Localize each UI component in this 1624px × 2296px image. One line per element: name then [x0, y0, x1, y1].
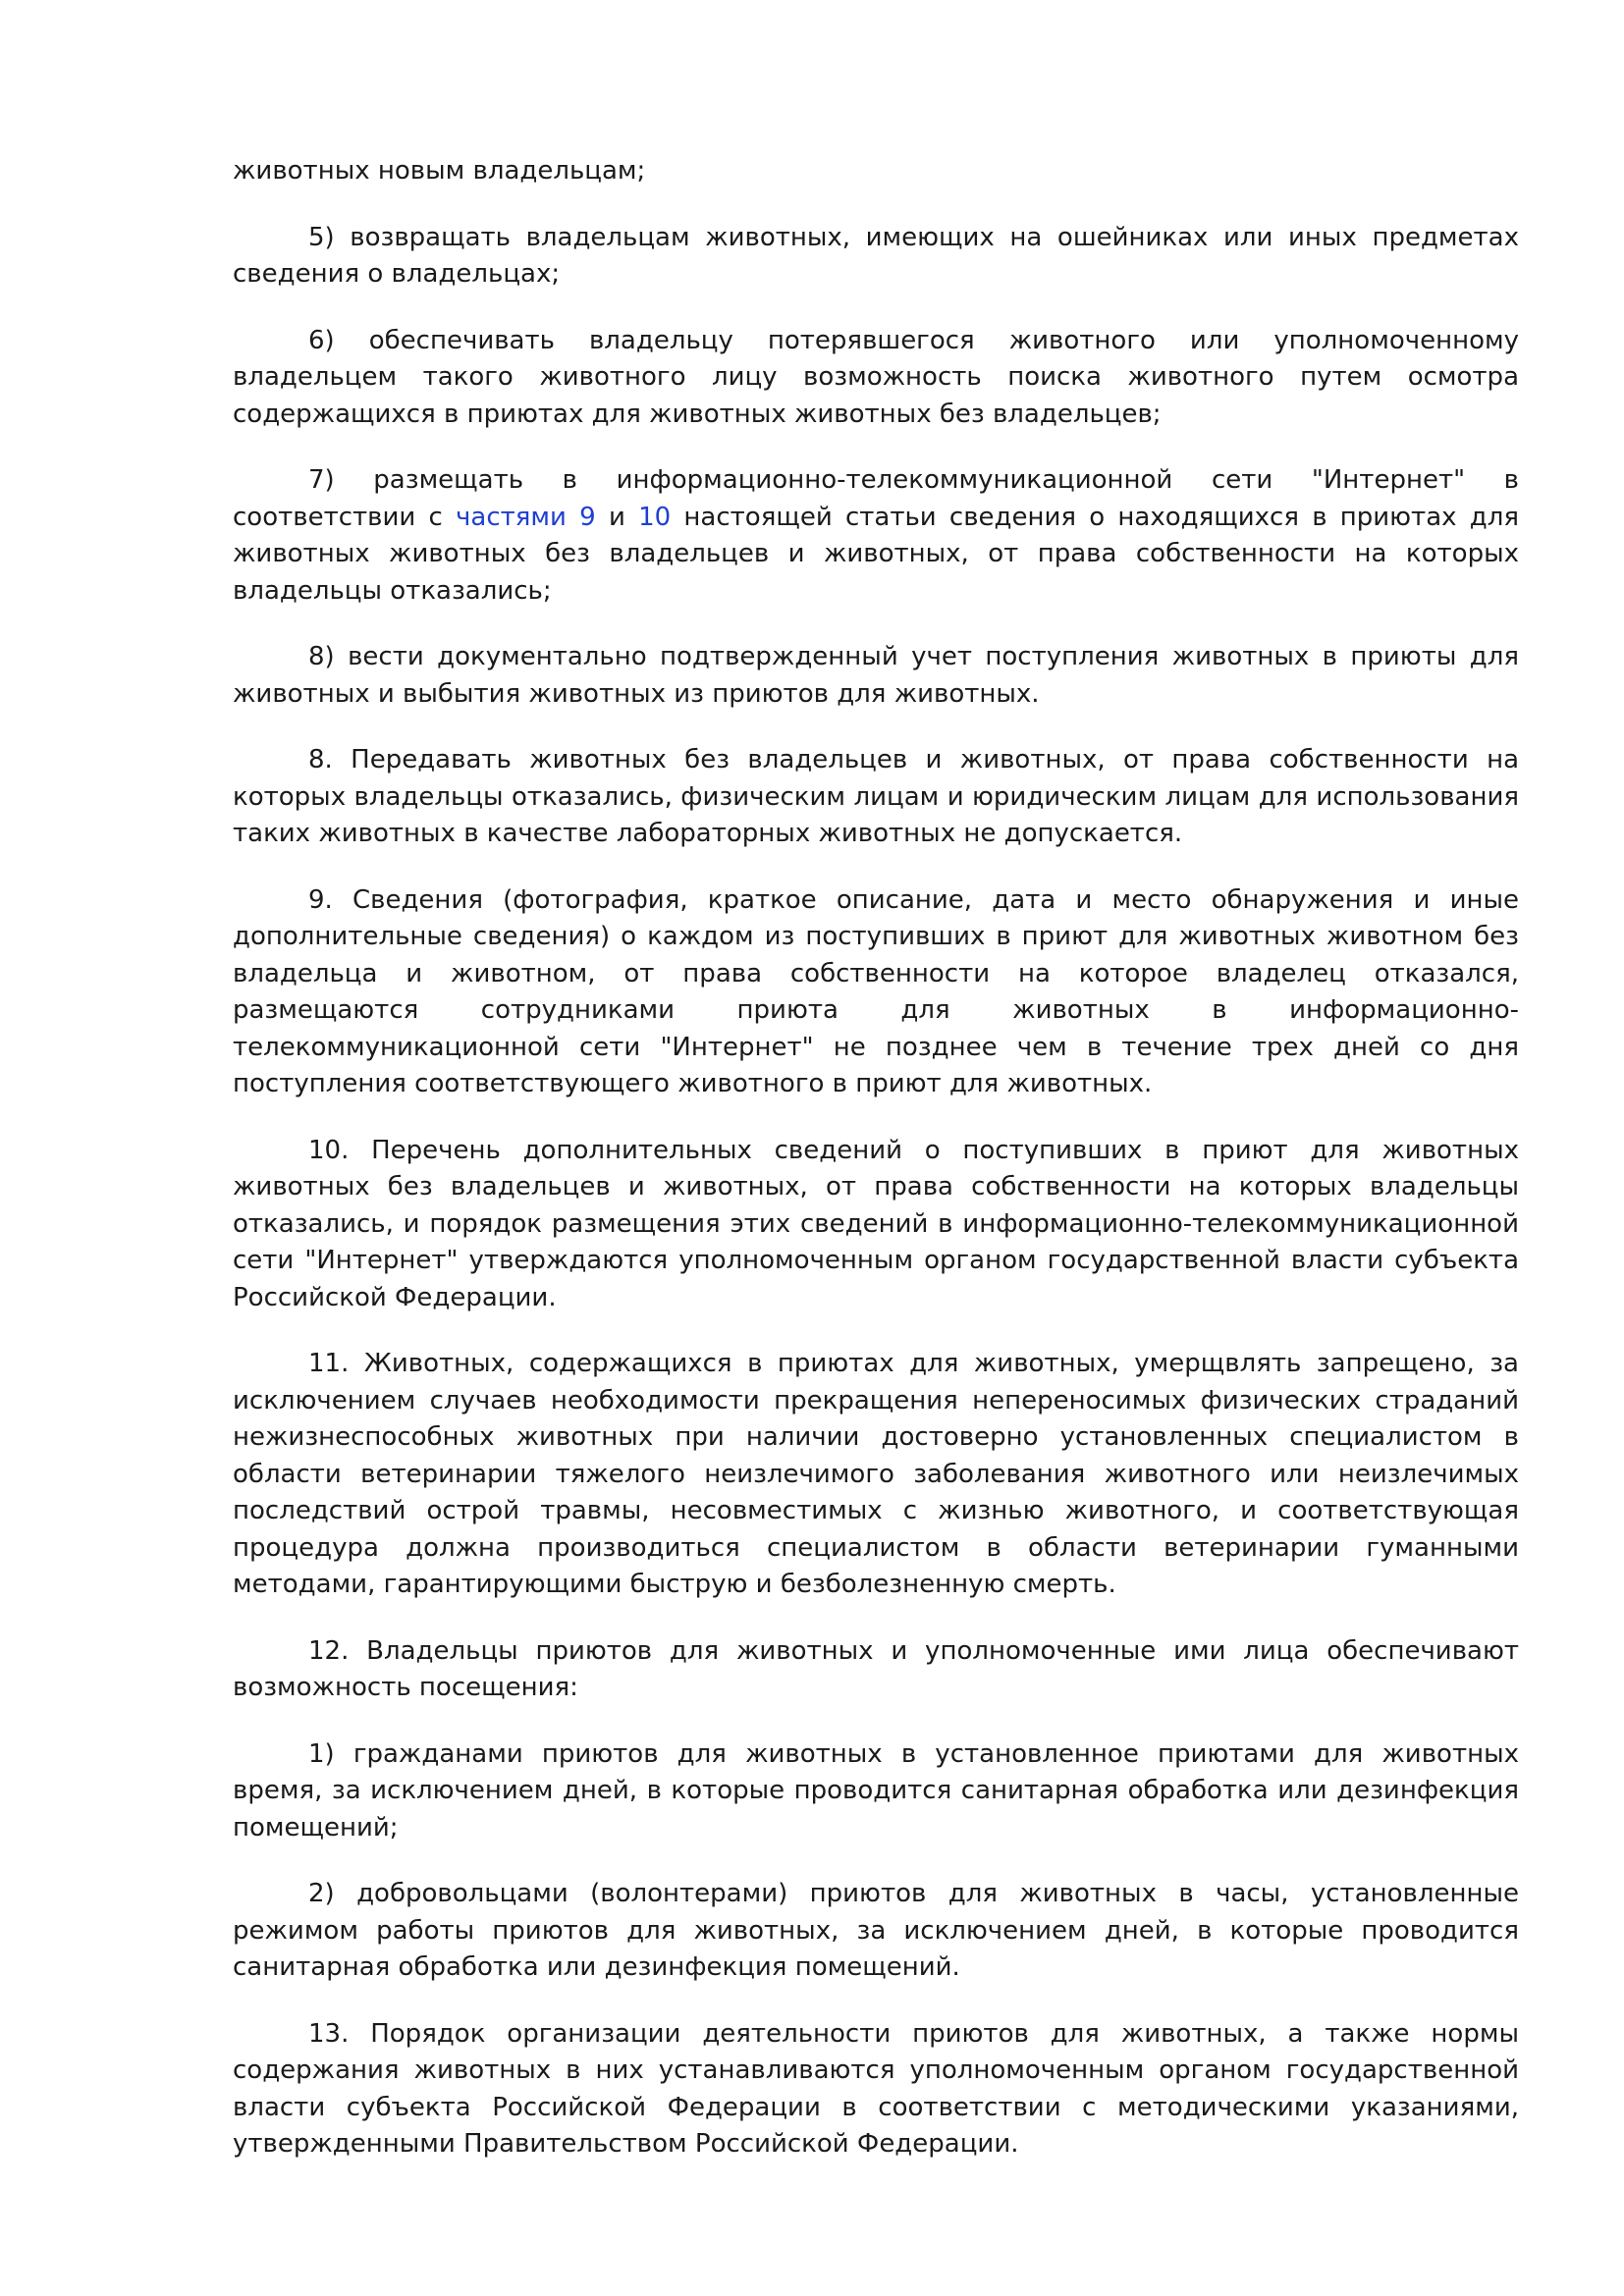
paragraph-part-10: 10. Перечень дополнительных сведений о поступивших в приют для животных животных без владельцев и животных, от права собственности на которых владельцы отказались, и порядок размещения этих сведений в информационно-телекоммуникационной сети "Интернет" утверждаются уполномоченным органом государственной власти субъекта Российской Федерации. — [233, 1135, 1519, 1312]
paragraph-continuation: животных новым владельцам; — [233, 156, 646, 186]
paragraph-part-9: 9. Сведения (фотография, краткое описание, дата и место обнаружения и иные дополнительные сведения) о каждом из поступивших в приют для животных животном без владельца и животном, от права собственности на которое владелец отказался, размещаются сотрудниками приюта для животных в информационно-телекоммуникационной сети "Интернет" не позднее чем в течение трех дней со дня поступления соответствующего животного в приют для животных. — [233, 884, 1519, 1098]
link-part-10[interactable]: 10 — [638, 502, 672, 532]
paragraph-item-7-text-start: 7) размещать в информационно-телекоммуникационной сети "Интернет" в соответствии с — [233, 465, 1519, 532]
paragraph-item-7 — [233, 462, 1519, 610]
document-body — [233, 153, 1519, 2193]
paragraph-item-7-text-between: и — [595, 502, 639, 532]
link-part-9[interactable]: частями 9 — [456, 502, 596, 532]
paragraph-part-12-item-2: 2) добровольцами (волонтерами) приютов для животных в часы, установленные режимом работы приютов для животных, за исключением дней, в которые проводится санитарная обработка или дезинфекция помещений. — [233, 1879, 1519, 1982]
paragraph-part-13: 13. Порядок организации деятельности приютов для животных, а также нормы содержания животных в них устанавливаются уполномоченным органом государственной власти субъекта Российской Федерации в соответствии с методическими указаниями, утвержденными Правительством Российской Федерации. — [233, 2018, 1519, 2159]
paragraph-part-12: 12. Владельцы приютов для животных и уполномоченные ими лица обеспечивают возможность посещения: — [233, 1635, 1519, 1702]
paragraph-item-6: 6) обеспечивать владельцу потерявшегося животного или уполномоченному владельцем такого животного лицу возможность поиска животного путем осмотра содержащихся в приютах для животных животных без владельцев; — [233, 325, 1519, 429]
paragraph-part-8: 8. Передавать животных без владельцев и животных, от права собственности на которых владельцы отказались, физическим лицам и юридическим лицам для использования таких животных в качестве лабораторных животных не допускается. — [233, 745, 1519, 848]
paragraph-item-8: 8) вести документально подтвержденный учет поступления животных в приюты для животных и выбытия животных из приютов для животных. — [233, 642, 1519, 709]
paragraph-item-7-text-end: настоящей статьи сведения о находящихся в приютах для животных животных без владельцев и животных, от права собственности на которых владельцы отказались; — [233, 502, 1519, 606]
paragraph-part-11: 11. Животных, содержащихся в приютах для животных, умерщвлять запрещено, за исключением случаев необходимости прекращения непереносимых физических страданий нежизнеспособных животных при наличии достоверно установленных специалистом в области ветеринарии тяжелого неизлечимого заболевания животного или неизлечимых последствий острой травмы, несовместимых с жизнью животного, и соответствующая процедура должна производиться специалистом в области ветеринарии гуманными методами, гарантирующими быструю и безболезненную смерть. — [233, 1349, 1519, 1599]
paragraph-part-12-item-1: 1) гражданами приютов для животных в установленное приютами для животных время, за исключением дней, в которые проводится санитарная обработка или дезинфекция помещений; — [233, 1738, 1519, 1842]
paragraph-item-5: 5) возвращать владельцам животных, имеющих на ошейниках или иных предметах сведения о владельцах; — [233, 222, 1519, 289]
